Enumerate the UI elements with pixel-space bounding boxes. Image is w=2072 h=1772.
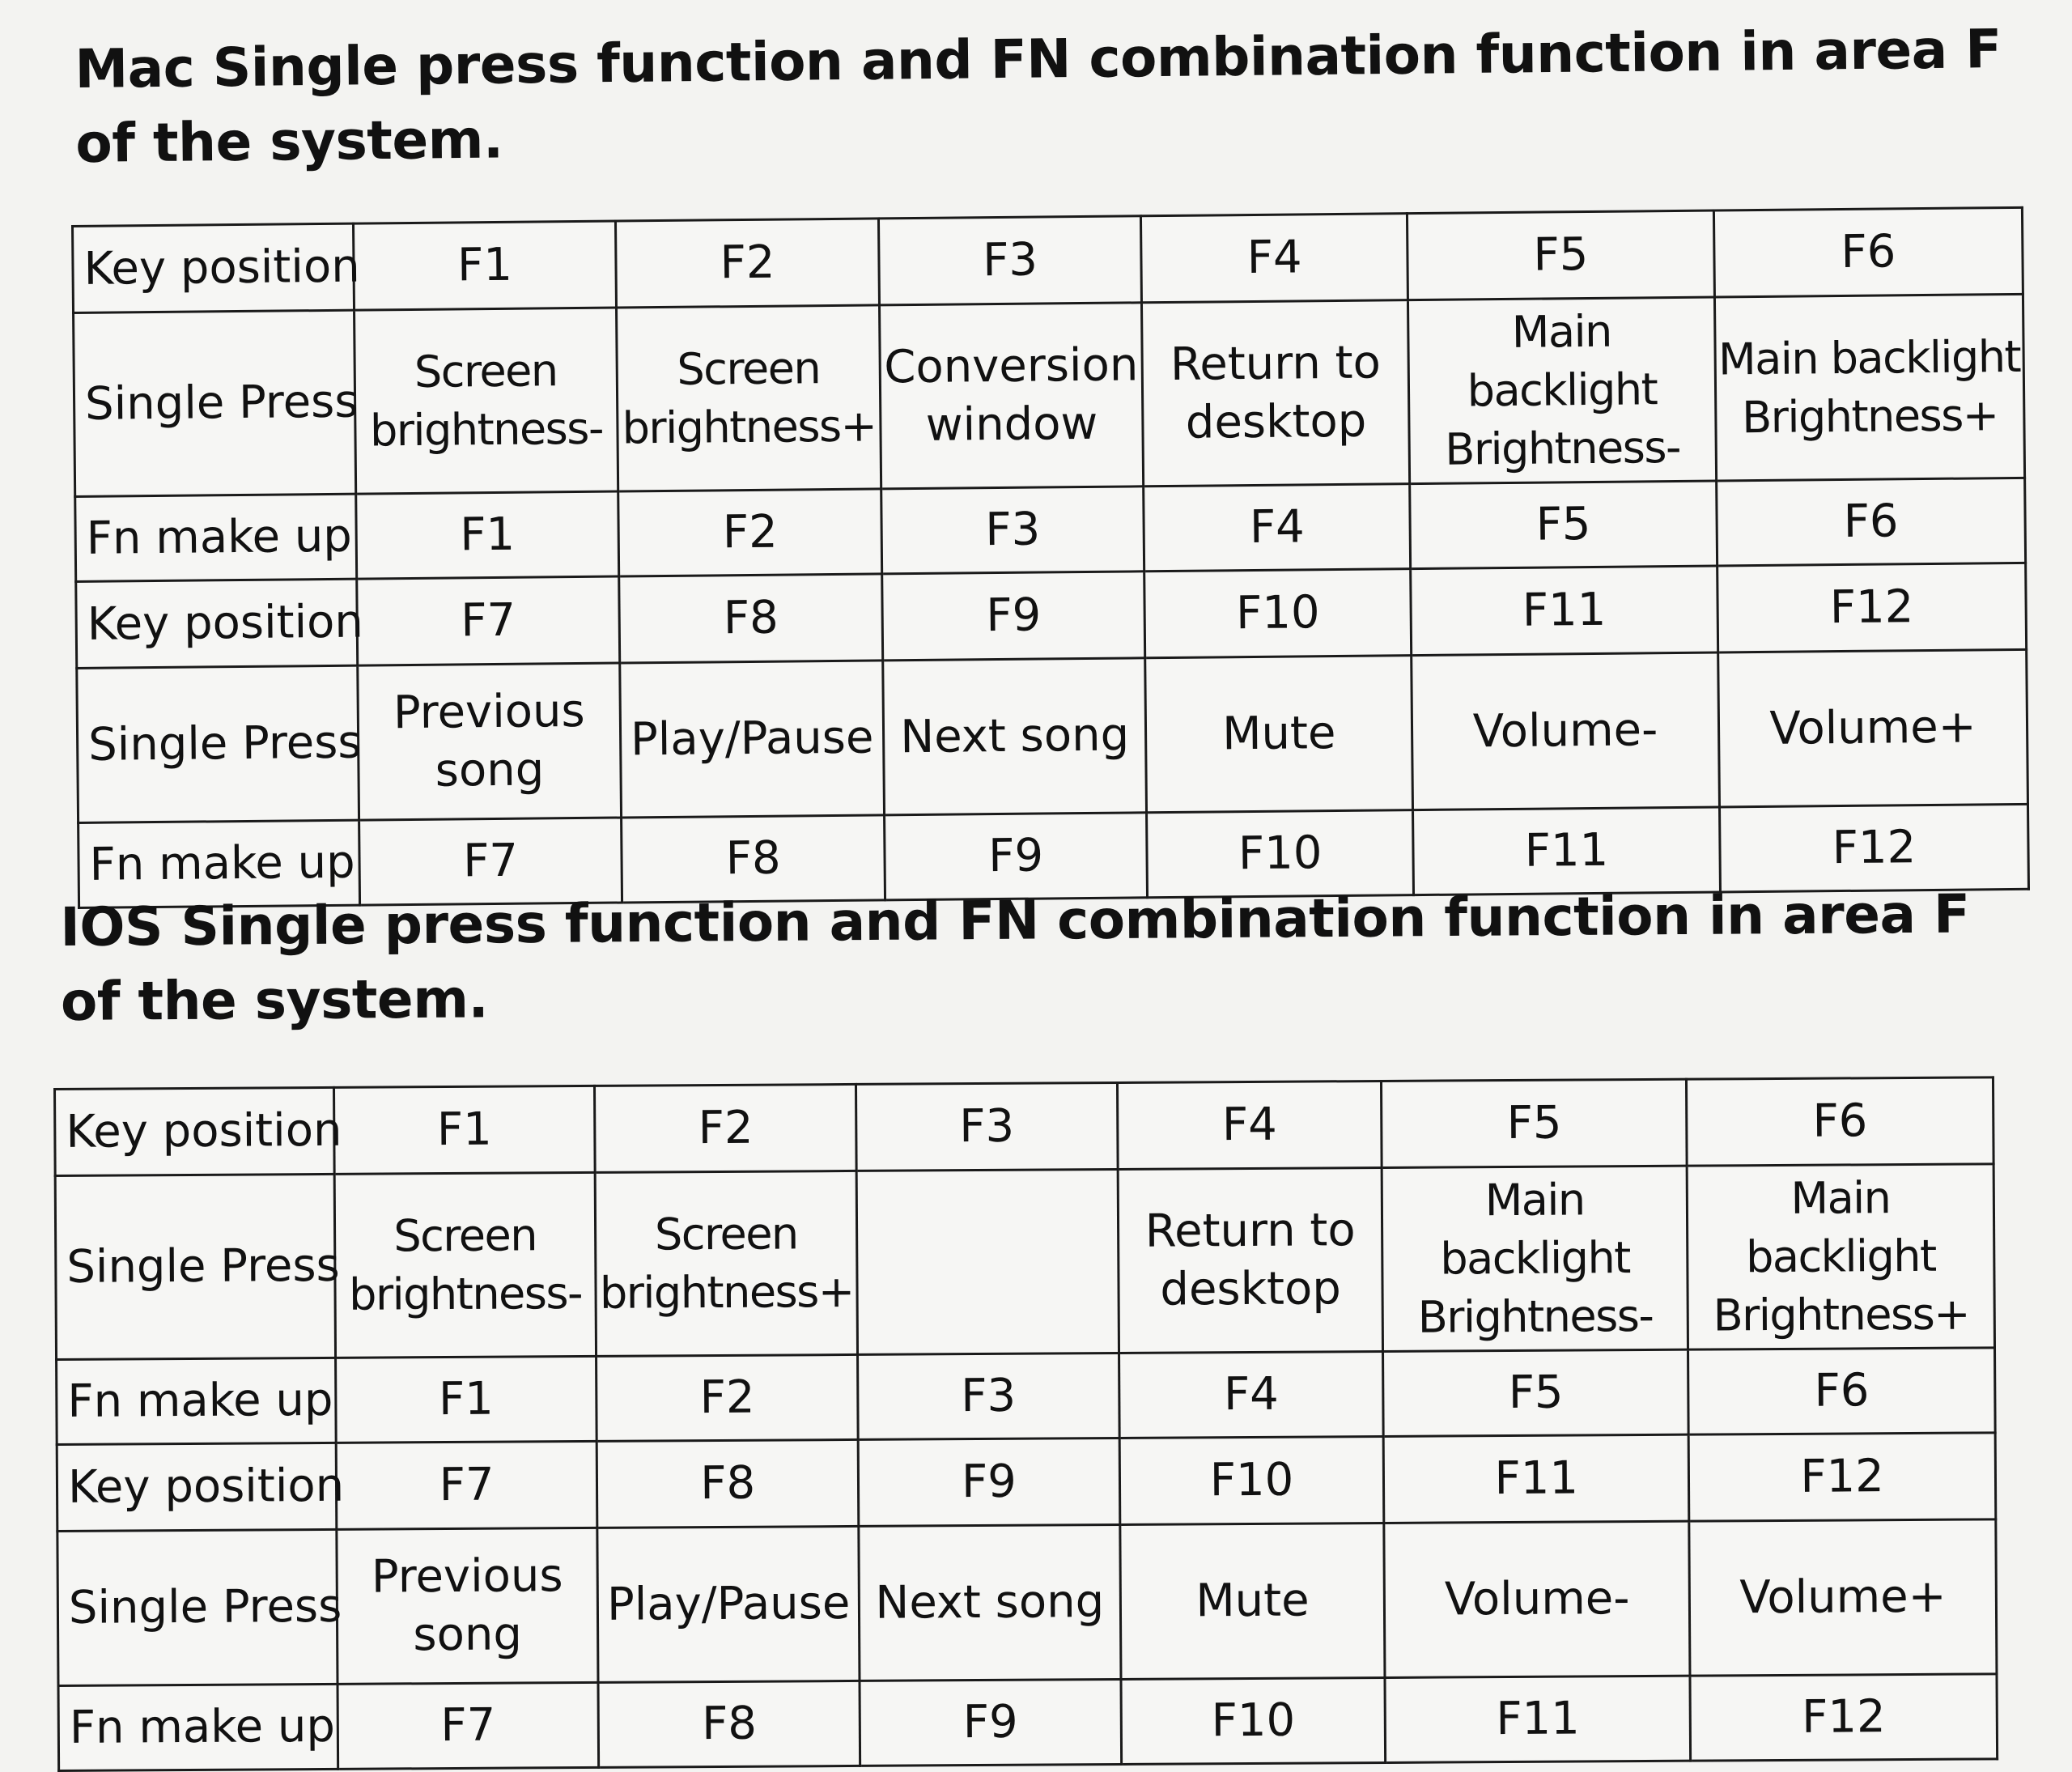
table-row (57, 1519, 1997, 1686)
table-cell: F7 (338, 1682, 599, 1769)
table-cell: Previous song (337, 1528, 599, 1684)
table-cell: Play/Pause (597, 1526, 860, 1682)
mac-section-heading: Mac Single press function and FN combination function in area F of the system. (74, 18, 2002, 175)
row-label-fn: Fn make up (57, 1358, 336, 1444)
table-cell: F9 (858, 1438, 1119, 1526)
row-label-fn: Fn make up (75, 494, 357, 581)
table-row (55, 1164, 1994, 1360)
ios-function-table (53, 1076, 1998, 1772)
table-cell: F5 (1407, 210, 1714, 300)
table-cell: F1 (353, 221, 617, 310)
ios-section (0, 882, 2072, 1754)
table-cell: F3 (878, 216, 1142, 305)
table-cell: Screen brightness- (334, 1172, 597, 1358)
ios-section-heading: IOS Single press function and FN combination function in area F of the system. (60, 882, 1970, 1033)
table-cell (856, 1169, 1119, 1354)
table-cell: Volume- (1384, 1521, 1690, 1677)
table-cell: F9 (882, 572, 1146, 661)
table-cell: F4 (1119, 1351, 1383, 1438)
table-cell: Screen brightness+ (596, 1171, 858, 1356)
table-cell: Volume- (1412, 652, 1720, 810)
table-cell: F3 (856, 1082, 1118, 1171)
table-cell: F4 (1144, 484, 1411, 572)
table-cell: Play/Pause (620, 661, 884, 818)
table-cell: Main backlight Brightness- (1408, 297, 1716, 484)
table-cell: F10 (1119, 1436, 1384, 1524)
table-cell: F12 (1719, 804, 2028, 892)
table-cell: F5 (1382, 1079, 1687, 1167)
table-cell: F10 (1144, 569, 1412, 658)
row-label-single: Single Press (55, 1174, 335, 1359)
table-cell: F6 (1687, 1077, 1993, 1166)
row-label-single: Single Press (57, 1529, 338, 1685)
row-label-single: Single Press (74, 310, 356, 496)
table-cell: F9 (884, 813, 1148, 900)
table-cell: Mute (1145, 656, 1412, 813)
mac-section (0, 18, 2072, 891)
row-label-key: Key position (55, 1087, 334, 1175)
table-cell: Screen brightness- (354, 308, 618, 494)
row-label-fn: Fn make up (79, 820, 360, 907)
table-cell: Main backlight Brightness- (1382, 1166, 1688, 1351)
table-cell: Volume+ (1689, 1519, 1997, 1676)
table-cell: F8 (597, 1439, 859, 1528)
table-cell: F10 (1121, 1677, 1386, 1764)
table-cell: F12 (1717, 563, 2027, 652)
row-label-key: Key position (76, 579, 358, 668)
table-cell: F9 (860, 1679, 1121, 1766)
table-cell: F2 (616, 219, 880, 308)
table-cell: F12 (1690, 1674, 1997, 1761)
row-label-fn: Fn make up (58, 1684, 338, 1770)
table-cell: Main backlight Brightness+ (1687, 1164, 1994, 1349)
table-row (55, 1077, 1994, 1176)
table-cell: F7 (359, 818, 622, 905)
table-cell: F11 (1384, 1434, 1689, 1523)
row-label-key: Key position (57, 1443, 336, 1531)
table-cell: F1 (333, 1086, 595, 1174)
table-cell: Conversion window (879, 303, 1144, 489)
table-cell: Next song (859, 1524, 1121, 1681)
table-cell: F2 (595, 1084, 856, 1172)
mac-function-table (71, 206, 2030, 909)
table-cell: Screen brightness+ (617, 305, 881, 491)
table-cell: F8 (622, 815, 885, 903)
table-cell: F12 (1688, 1433, 1995, 1521)
table-row (77, 649, 2028, 822)
table-row (74, 294, 2025, 496)
table-cell: F4 (1117, 1081, 1382, 1169)
table-cell: Mute (1120, 1523, 1386, 1679)
table-cell: F2 (618, 489, 882, 576)
table-cell: Next song (883, 658, 1147, 815)
table-cell: F3 (858, 1353, 1119, 1439)
row-label-single: Single Press (77, 665, 359, 822)
table-row (58, 1674, 1998, 1771)
table-cell: F11 (1412, 807, 1720, 895)
table-cell: F8 (619, 574, 883, 663)
table-cell: Main backlight Brightness+ (1714, 294, 2024, 481)
table-cell: F10 (1147, 810, 1414, 898)
table-cell: Return to desktop (1118, 1167, 1383, 1353)
table-cell: F2 (597, 1354, 858, 1441)
table-cell: F6 (1713, 207, 2023, 297)
table-cell: F1 (335, 1356, 597, 1443)
table-cell: F1 (355, 491, 619, 579)
table-cell: F5 (1410, 481, 1717, 569)
table-cell: F5 (1383, 1349, 1688, 1436)
table-cell: F7 (336, 1441, 597, 1529)
table-cell: Return to desktop (1142, 300, 1410, 487)
table-cell: Previous song (357, 663, 621, 820)
table-row (57, 1433, 1996, 1532)
table-cell: Volume+ (1718, 649, 2028, 807)
table-cell: F6 (1688, 1348, 1995, 1434)
row-label-key: Key position (73, 223, 355, 312)
table-cell: F3 (881, 487, 1145, 574)
table-cell: F7 (356, 576, 620, 665)
table-cell: F8 (598, 1681, 860, 1767)
table-cell: F4 (1141, 214, 1408, 303)
table-row (57, 1348, 1996, 1445)
table-cell: F11 (1385, 1676, 1690, 1762)
table-cell: F6 (1717, 478, 2026, 566)
table-cell: F11 (1411, 566, 1718, 656)
